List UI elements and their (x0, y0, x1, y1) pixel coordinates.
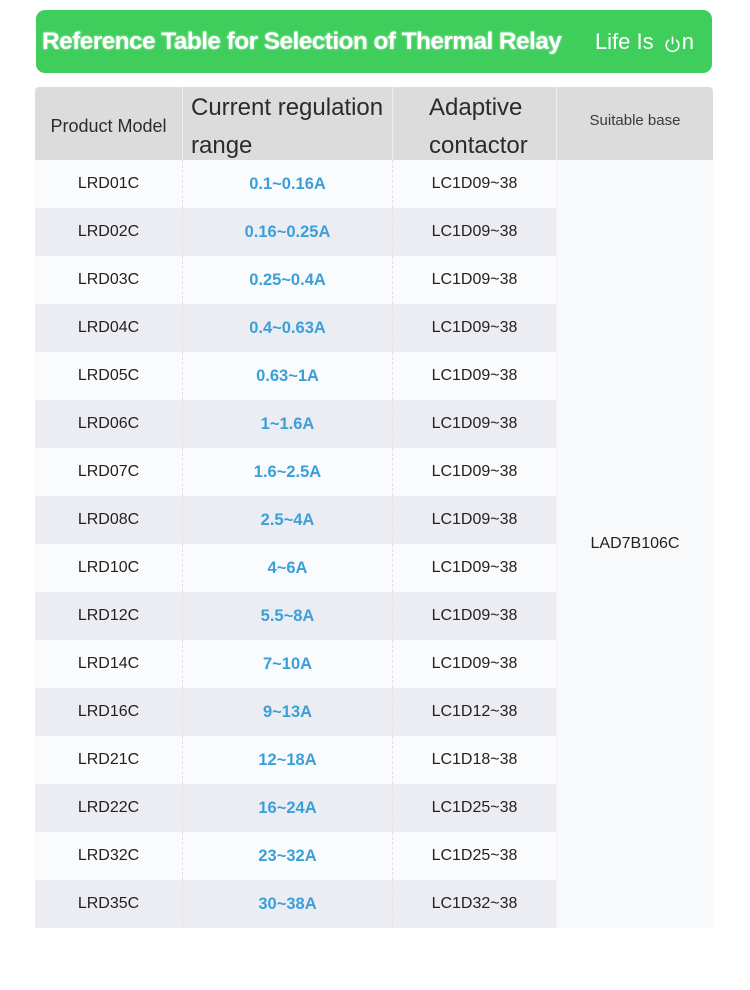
cell-current-range: 4~6A (183, 544, 393, 592)
cell-adaptive-contactor: LC1D09~38 (393, 160, 557, 208)
power-icon (664, 33, 681, 50)
header-current-range-line1: Current regulation (191, 94, 384, 121)
page-title: Reference Table for Selection of Thermal Relay (42, 27, 562, 55)
brand-text-suffix: n (681, 28, 694, 54)
cell-adaptive-contactor: LC1D09~38 (393, 496, 557, 544)
cell-adaptive-contactor: LC1D09~38 (393, 544, 557, 592)
header-adaptive-contactor (393, 87, 557, 165)
cell-product-model: LRD01C (35, 160, 183, 208)
cell-adaptive-contactor: LC1D18~38 (393, 736, 557, 784)
cell-current-range: 1.6~2.5A (183, 448, 393, 496)
cell-product-model: LRD14C (35, 640, 183, 688)
cell-current-range: 0.4~0.63A (183, 304, 393, 352)
cell-current-range: 0.1~0.16A (183, 160, 393, 208)
cell-adaptive-contactor: LC1D09~38 (393, 640, 557, 688)
cell-product-model: LRD21C (35, 736, 183, 784)
cell-adaptive-contactor: LC1D09~38 (393, 304, 557, 352)
cell-current-range: 30~38A (183, 880, 393, 928)
cell-adaptive-contactor: LC1D25~38 (393, 832, 557, 880)
cell-adaptive-contactor: LC1D09~38 (393, 256, 557, 304)
cell-product-model: LRD10C (35, 544, 183, 592)
cell-current-range: 7~10A (183, 640, 393, 688)
suitable-base-value: LAD7B106C (557, 160, 713, 928)
cell-product-model: LRD04C (35, 304, 183, 352)
cell-current-range: 0.25~0.4A (183, 256, 393, 304)
cell-current-range: 9~13A (183, 688, 393, 736)
cell-product-model: LRD02C (35, 208, 183, 256)
cell-current-range: 0.63~1A (183, 352, 393, 400)
cell-adaptive-contactor: LC1D12~38 (393, 688, 557, 736)
table-body (35, 160, 713, 928)
cell-product-model: LRD16C (35, 688, 183, 736)
cell-product-model: LRD22C (35, 784, 183, 832)
cell-product-model: LRD05C (35, 352, 183, 400)
title-banner (36, 10, 712, 73)
header-contactor-line2: contactor (429, 132, 528, 159)
cell-current-range: 1~1.6A (183, 400, 393, 448)
table-header-row (35, 87, 713, 160)
cell-product-model: LRD12C (35, 592, 183, 640)
header-suitable-base: Suitable base (589, 112, 681, 129)
cell-product-model: LRD08C (35, 496, 183, 544)
cell-current-range: 2.5~4A (183, 496, 393, 544)
brand-text-prefix: Life Is (594, 28, 660, 54)
cell-product-model: LRD03C (35, 256, 183, 304)
header-current-range (183, 87, 393, 165)
cell-adaptive-contactor: LC1D09~38 (393, 400, 557, 448)
cell-current-range: 0.16~0.25A (183, 208, 393, 256)
cell-product-model: LRD35C (35, 880, 183, 928)
header-current-range-line2: range (191, 132, 253, 159)
cell-current-range: 12~18A (183, 736, 393, 784)
cell-adaptive-contactor: LC1D32~38 (393, 880, 557, 928)
cell-current-range: 16~24A (183, 784, 393, 832)
cell-current-range: 5.5~8A (183, 592, 393, 640)
header-contactor-line1: Adaptive (429, 94, 523, 121)
header-product-model: Product Model (35, 87, 183, 165)
cell-product-model: LRD32C (35, 832, 183, 880)
brand-logo (595, 29, 694, 55)
cell-product-model: LRD06C (35, 400, 183, 448)
cell-adaptive-contactor: LC1D09~38 (393, 592, 557, 640)
cell-adaptive-contactor: LC1D09~38 (393, 448, 557, 496)
cell-product-model: LRD07C (35, 448, 183, 496)
cell-adaptive-contactor: LC1D25~38 (393, 784, 557, 832)
cell-adaptive-contactor: LC1D09~38 (393, 208, 557, 256)
cell-current-range: 23~32A (183, 832, 393, 880)
relay-selection-table (35, 87, 713, 928)
cell-adaptive-contactor: LC1D09~38 (393, 352, 557, 400)
